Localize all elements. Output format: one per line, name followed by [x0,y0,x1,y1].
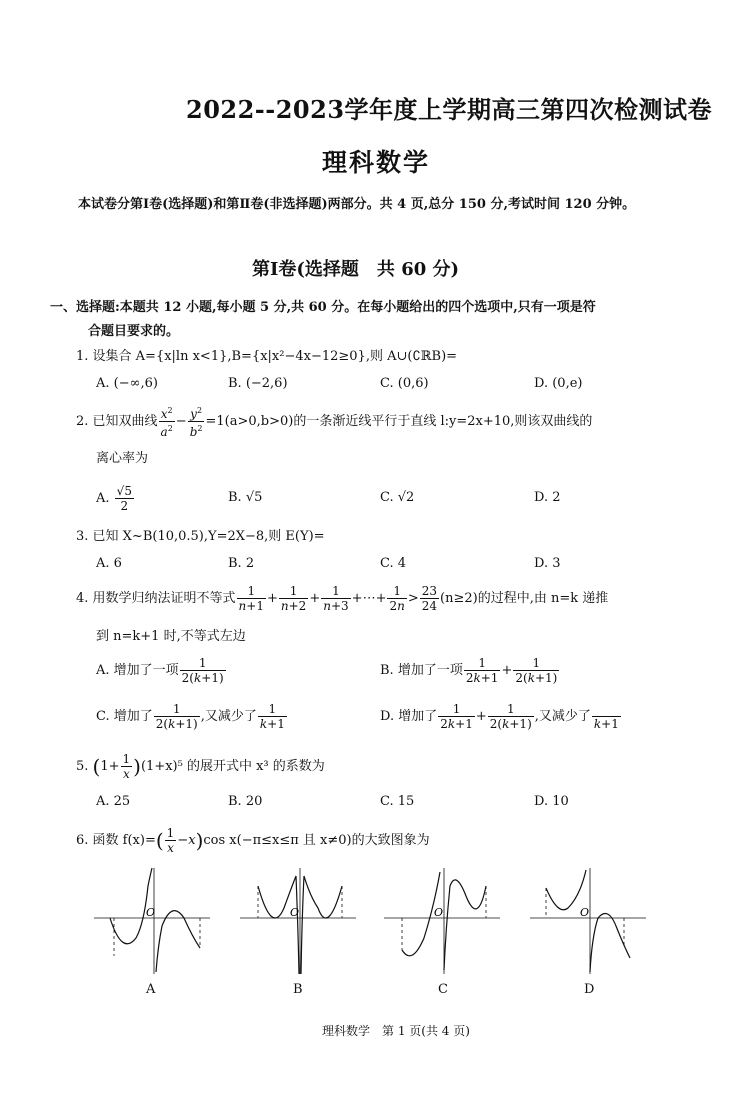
q4-option-b[interactable]: B. 增加了一项 $\frac{1}{2k+1}$ + $\frac{1}{2(k+1)}$ [380,656,558,685]
exam-intro: 本试卷分第Ⅰ卷(选择题)和第Ⅱ卷(非选择题)两部分。共 4 页,总分 150 分,考试时间 120 分钟。 [78,197,636,212]
q2-frac-x: $\frac{x^2}{a^2}$ [160,406,173,439]
q3-option-d[interactable]: D. 3 [534,556,561,571]
q6-stem-b: cos x(−π≤x≤π 且 x≠0)的大致图象为 [203,833,430,848]
q4-option-d-text-b: ,又减少了 [534,709,591,724]
q1-option-d[interactable]: D. (0,e) [534,376,583,391]
q3-option-b[interactable]: B. 2 [228,556,255,571]
q4-stem-c: 到 n=k+1 时,不等式左边 [96,629,246,644]
graph-a-label: A [146,982,156,997]
q2-option-c[interactable]: C. √2 [380,490,415,505]
q4-option-c-text-a: C. 增加了 [96,709,153,724]
question-6: 6. 函数 f(x)=( $\frac{1}{x}$ −x)cos x(−π≤x≤π 且 x≠0)的大致图象为 [76,826,430,855]
q4-option-d-frac2: $\frac{1}{2(k+1)}$ [489,702,532,731]
q5-stem-b: (1+x)⁵ 的展开式中 x³ 的系数为 [140,759,325,774]
q4-frac2: $\frac{1}{n+2}$ [280,584,307,613]
question-3: 3. 已知 X~B(10,0.5),Y=2X−8,则 E(Y)= [76,529,325,544]
graph-c-origin: O [434,906,444,919]
graph-b-origin: O [290,906,300,919]
subject-title: 理科数学 [322,148,431,177]
q4-option-b-frac2: $\frac{1}{2(k+1)}$ [515,656,558,685]
q4-option-a-frac: $\frac{1}{2(k+1)}$ [181,656,224,685]
graph-a[interactable] [92,866,214,978]
q4-frac1: $\frac{1}{n+1}$ [238,584,264,613]
question-2: 2. 已知双曲线 $\frac{x^2}{a^2}$ − $\frac{y^2}{b^2}$ =1(a>0,b>0)的一条渐近线平行于直线 l:y=2x+10,则该双曲线的 [76,406,593,439]
q4-option-c-text-b: ,又减少了 [200,709,257,724]
q2-option-a-label: A. [96,491,110,506]
question-5: 5. (1+ $\frac{1}{x}$ )(1+x)⁵ 的展开式中 x³ 的系数为 [76,752,325,781]
q2-option-a-frac: $\frac{√5}{2}$ [116,484,132,513]
q2-frac-y: $\frac{y^2}{b^2}$ [189,406,203,439]
graph-d-label: D [584,982,595,997]
q6-stem-a: 6. 函数 f(x)= [76,833,156,848]
q4-option-b-text: B. 增加了一项 [380,663,463,678]
q4-option-c-frac1: $\frac{1}{2(k+1)}$ [155,702,198,731]
q4-option-a-text: A. 增加了一项 [96,663,179,678]
graph-d-origin: O [580,906,590,919]
graph-b-label: B [293,982,303,997]
q3-option-c[interactable]: C. 4 [380,556,407,571]
q4-frac3: $\frac{1}{n+3}$ [323,584,349,613]
q2-option-d[interactable]: D. 2 [534,490,561,505]
q4-stem-a: 4. 用数学归纳法证明不等式 [76,591,236,606]
q4-option-c-frac2: $\frac{1}{k+1}$ [259,702,285,731]
q5-option-d[interactable]: D. 10 [534,794,569,809]
q4-stem-b: (n≥2)的过程中,由 n=k 递推 [440,591,609,606]
q4-option-a[interactable] [96,656,227,685]
q4-option-c[interactable] [96,702,288,731]
section1-instructions [50,296,700,344]
q2-option-b[interactable]: B. √5 [228,490,263,505]
q1-option-b[interactable]: B. (−2,6) [228,376,288,391]
q5-frac: $\frac{1}{x}$ [122,752,131,781]
q4-frac5: $\frac{23}{24}$ [421,584,438,613]
q4-option-d[interactable]: D. 增加了 $\frac{1}{2k+1}$ + $\frac{1}{2(k+1)}$ ,又减少了 k+1 [380,702,619,731]
graph-c-label: C [438,982,448,997]
q2-stem-c: 离心率为 [96,451,149,466]
exam-title: 2022--2023学年度上学期高三第四次检测试卷 [186,95,713,124]
graph-b[interactable] [238,866,360,978]
question-1: 1. 设集合 A={x|ln x<1},B={x|x²−4x−12≥0},则 A∪(∁ℝB)= [76,349,458,364]
q2-stem-a: 2. 已知双曲线 [76,414,158,429]
q6-frac: $\frac{1}{x}$ [166,826,175,855]
graph-c[interactable] [382,866,504,978]
q2-option-a[interactable] [96,484,135,513]
part1-title: 第Ⅰ卷(选择题 共 60 分) [252,259,460,280]
q4-option-d-text-a: D. 增加了 [380,709,438,724]
q5-option-a[interactable]: A. 25 [96,794,131,809]
q1-option-c[interactable]: C. (0,6) [380,376,429,391]
graph-d[interactable] [528,866,650,978]
q5-stem-a: 5. [76,759,89,774]
section1-line2: 合题目要求的。 [88,324,180,339]
q4-frac4: $\frac{1}{2n}$ [389,584,405,613]
q5-option-b[interactable]: B. 20 [228,794,263,809]
q5-option-c[interactable]: C. 15 [380,794,415,809]
section1-line1: 一、选择题:本题共 12 小题,每小题 5 分,共 60 分。在每小题给出的四个选项中,只有一项是符 [50,300,596,315]
q2-stem-b: =1(a>0,b>0)的一条渐近线平行于直线 l:y=2x+10,则该双曲线的 [205,414,593,429]
q4-option-d-frac3: k+1 [592,702,621,731]
q4-option-d-frac1: $\frac{1}{2k+1}$ [440,702,473,731]
q3-option-a[interactable]: A. 6 [96,556,122,571]
graph-a-origin: O [146,906,156,919]
page-footer: 理科数学 第 1 页(共 4 页) [322,1024,470,1038]
q4-option-b-frac1: $\frac{1}{2k+1}$ [465,656,499,685]
question-4: 4. 用数学归纳法证明不等式 $\frac{1}{n+1}$ + $\frac{1}{n+2}$ + $\frac{1}{n+3}$ +⋯+ $\frac{1}{2n}$ > $\frac{23}{24}$ (n≥2)的过程中,由 n=k 递推 [76,584,609,613]
q1-option-a[interactable]: A. (−∞,6) [96,376,158,391]
